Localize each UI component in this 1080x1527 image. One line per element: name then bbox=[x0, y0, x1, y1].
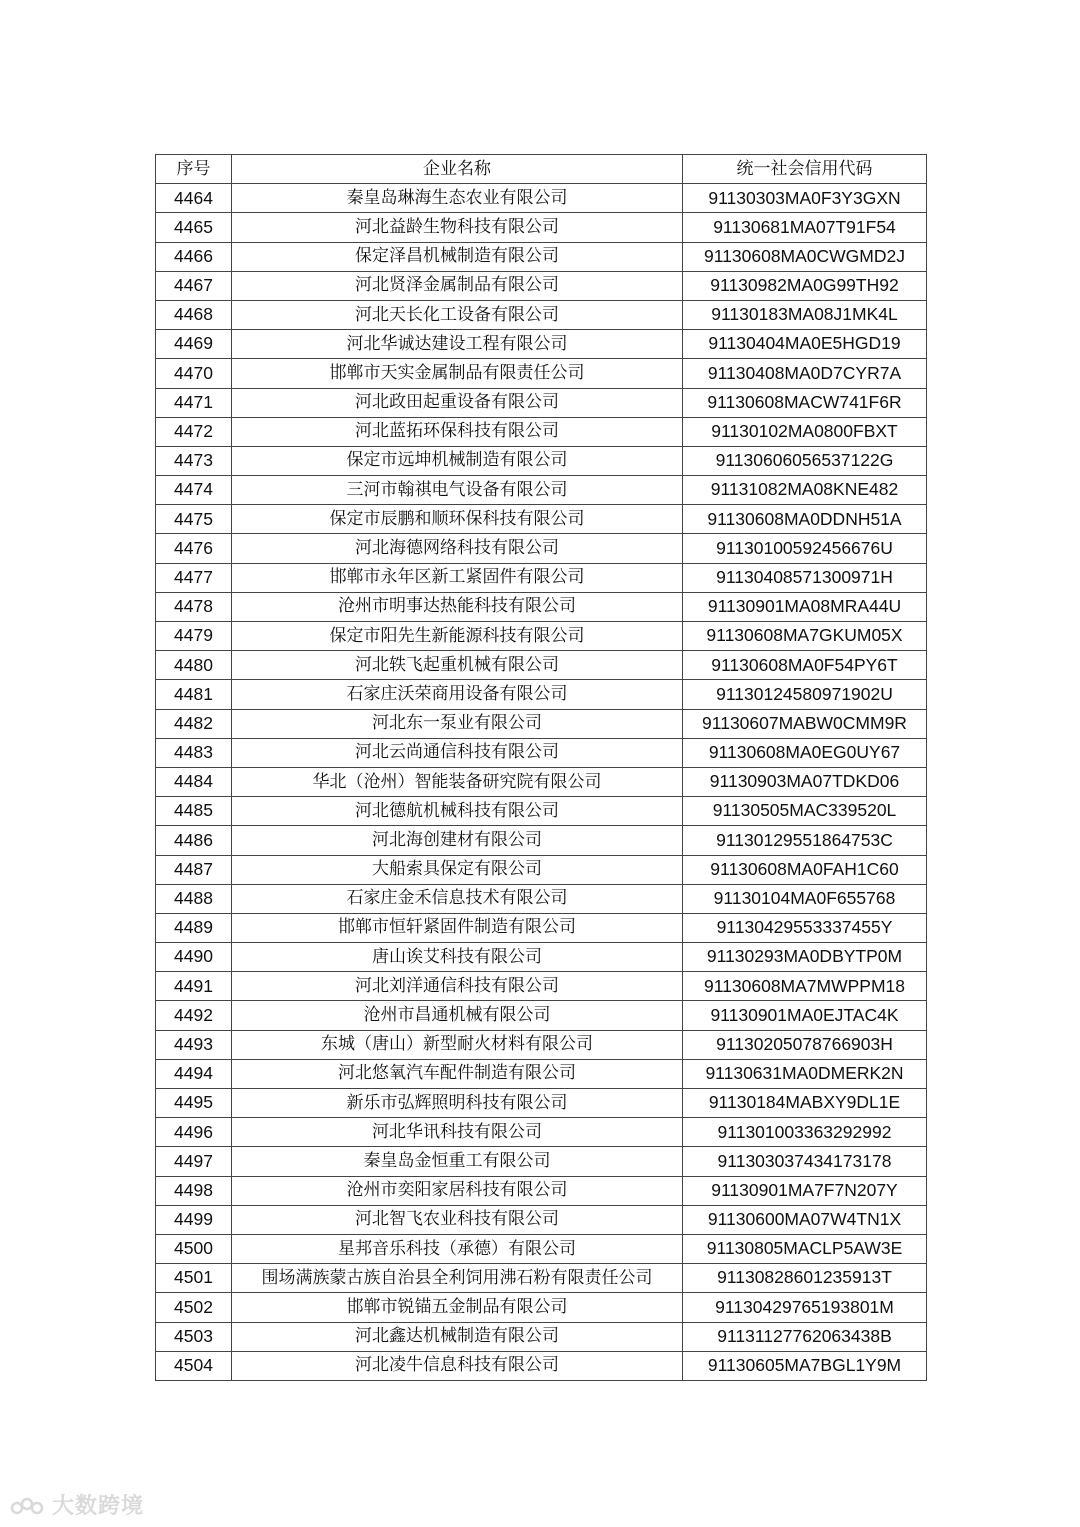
table-row bbox=[156, 826, 927, 855]
row-credit-code-cell: 91130184MABXY9DL1E bbox=[683, 1089, 927, 1118]
table-row bbox=[156, 1059, 927, 1088]
row-credit-code-cell: 91130505MAC339520L bbox=[683, 797, 927, 826]
table-row bbox=[156, 622, 927, 651]
table-row bbox=[156, 388, 927, 417]
row-credit-code-cell: 91131082MA08KNE482 bbox=[683, 476, 927, 505]
table-row bbox=[156, 1322, 927, 1351]
row-company-name-cell: 河北智飞农业科技有限公司 bbox=[232, 1205, 683, 1234]
watermark bbox=[10, 1489, 144, 1520]
table-row bbox=[156, 1234, 927, 1263]
header-seq: 序号 bbox=[156, 155, 232, 184]
row-seq-cell: 4468 bbox=[156, 300, 232, 329]
row-company-name-cell: 河北蓝拓环保科技有限公司 bbox=[232, 417, 683, 446]
row-seq-cell: 4478 bbox=[156, 592, 232, 621]
row-company-name-cell: 河北海创建材有限公司 bbox=[232, 826, 683, 855]
row-company-name-cell: 河北凌牛信息科技有限公司 bbox=[232, 1351, 683, 1380]
table-row bbox=[156, 534, 927, 563]
table-row bbox=[156, 1089, 927, 1118]
row-company-name-cell: 河北德航机械科技有限公司 bbox=[232, 797, 683, 826]
table-row bbox=[156, 1264, 927, 1293]
row-seq-cell: 4502 bbox=[156, 1293, 232, 1322]
row-credit-code-cell: 91130608MA0F54PY6T bbox=[683, 651, 927, 680]
table-row bbox=[156, 1147, 927, 1176]
row-company-name-cell: 石家庄沃荣商用设备有限公司 bbox=[232, 680, 683, 709]
row-credit-code-cell: 91130129551864753C bbox=[683, 826, 927, 855]
row-credit-code-cell: 91130631MA0DMERK2N bbox=[683, 1059, 927, 1088]
table-row bbox=[156, 300, 927, 329]
row-seq-cell: 4498 bbox=[156, 1176, 232, 1205]
row-seq-cell: 4471 bbox=[156, 388, 232, 417]
row-credit-code-cell: 91130293MA0DBYTP0M bbox=[683, 943, 927, 972]
row-seq-cell: 4485 bbox=[156, 797, 232, 826]
row-credit-code-cell: 91130124580971902U bbox=[683, 680, 927, 709]
row-credit-code-cell: 91130681MA07T91F54 bbox=[683, 213, 927, 242]
table-row bbox=[156, 563, 927, 592]
row-seq-cell: 4495 bbox=[156, 1089, 232, 1118]
table-row bbox=[156, 446, 927, 475]
table-row bbox=[156, 797, 927, 826]
table-row bbox=[156, 913, 927, 942]
row-company-name-cell: 围场满族蒙古族自治县全利饲用沸石粉有限责任公司 bbox=[232, 1264, 683, 1293]
row-seq-cell: 4492 bbox=[156, 1001, 232, 1030]
row-company-name-cell: 三河市翰祺电气设备有限公司 bbox=[232, 476, 683, 505]
watermark-text: 大数跨境 bbox=[52, 1494, 145, 1519]
row-credit-code-cell: 91130183MA08J1MK4L bbox=[683, 300, 927, 329]
row-seq-cell: 4476 bbox=[156, 534, 232, 563]
row-credit-code-cell: 91130102MA0800FBXT bbox=[683, 417, 927, 446]
row-company-name-cell: 河北东一泵业有限公司 bbox=[232, 709, 683, 738]
row-credit-code-cell: 91130608MA7MWPPM18 bbox=[683, 972, 927, 1001]
table-row bbox=[156, 592, 927, 621]
row-company-name-cell: 石家庄金禾信息技术有限公司 bbox=[232, 884, 683, 913]
row-credit-code-cell: 91130205078766903H bbox=[683, 1030, 927, 1059]
table-row bbox=[156, 943, 927, 972]
row-seq-cell: 4486 bbox=[156, 826, 232, 855]
row-company-name-cell: 星邦音乐科技（承德）有限公司 bbox=[232, 1234, 683, 1263]
row-credit-code-cell: 91130605MA7BGL1Y9M bbox=[683, 1351, 927, 1380]
row-seq-cell: 4488 bbox=[156, 884, 232, 913]
row-credit-code-cell: 91130606056537122G bbox=[683, 446, 927, 475]
table-row bbox=[156, 1176, 927, 1205]
table-row bbox=[156, 972, 927, 1001]
table-row bbox=[156, 359, 927, 388]
header-row bbox=[156, 155, 927, 184]
row-company-name-cell: 邯郸市锐锚五金制品有限公司 bbox=[232, 1293, 683, 1322]
table-row bbox=[156, 1351, 927, 1380]
row-credit-code-cell: 91130901MA0EJTAC4K bbox=[683, 1001, 927, 1030]
row-seq-cell: 4482 bbox=[156, 709, 232, 738]
row-company-name-cell: 沧州市奕阳家居科技有限公司 bbox=[232, 1176, 683, 1205]
table-row bbox=[156, 242, 927, 271]
row-company-name-cell: 保定市远坤机械制造有限公司 bbox=[232, 446, 683, 475]
row-company-name-cell: 邯郸市永年区新工紧固件有限公司 bbox=[232, 563, 683, 592]
company-table bbox=[155, 154, 927, 1381]
row-credit-code-cell: 91130104MA0F655768 bbox=[683, 884, 927, 913]
row-credit-code-cell: 911301003363292992 bbox=[683, 1118, 927, 1147]
row-credit-code-cell: 91130608MA0DDNH51A bbox=[683, 505, 927, 534]
row-credit-code-cell: 91130608MACW741F6R bbox=[683, 388, 927, 417]
row-company-name-cell: 河北鑫达机械制造有限公司 bbox=[232, 1322, 683, 1351]
row-company-name-cell: 河北政田起重设备有限公司 bbox=[232, 388, 683, 417]
row-seq-cell: 4504 bbox=[156, 1351, 232, 1380]
row-credit-code-cell: 91130901MA7F7N207Y bbox=[683, 1176, 927, 1205]
row-credit-code-cell: 91130608MA0CWGMD2J bbox=[683, 242, 927, 271]
row-company-name-cell: 新乐市弘辉照明科技有限公司 bbox=[232, 1089, 683, 1118]
row-credit-code-cell: 91130608MA7GKUM05X bbox=[683, 622, 927, 651]
row-company-name-cell: 保定市辰鹏和顺环保科技有限公司 bbox=[232, 505, 683, 534]
table-row bbox=[156, 767, 927, 796]
row-credit-code-cell: 91130303MA0F3Y3GXN bbox=[683, 184, 927, 213]
row-seq-cell: 4480 bbox=[156, 651, 232, 680]
table-row bbox=[156, 213, 927, 242]
row-company-name-cell: 河北益龄生物科技有限公司 bbox=[232, 213, 683, 242]
row-credit-code-cell: 91130805MACLP5AW3E bbox=[683, 1234, 927, 1263]
row-seq-cell: 4467 bbox=[156, 271, 232, 300]
row-company-name-cell: 河北华诚达建设工程有限公司 bbox=[232, 330, 683, 359]
row-company-name-cell: 河北贤泽金属制品有限公司 bbox=[232, 271, 683, 300]
row-seq-cell: 4491 bbox=[156, 972, 232, 1001]
row-seq-cell: 4466 bbox=[156, 242, 232, 271]
row-seq-cell: 4469 bbox=[156, 330, 232, 359]
table-row bbox=[156, 680, 927, 709]
row-credit-code-cell: 91130429765193801M bbox=[683, 1293, 927, 1322]
row-seq-cell: 4503 bbox=[156, 1322, 232, 1351]
row-seq-cell: 4484 bbox=[156, 767, 232, 796]
row-seq-cell: 4472 bbox=[156, 417, 232, 446]
row-credit-code-cell: 91130608MA0EG0UY67 bbox=[683, 738, 927, 767]
row-seq-cell: 4483 bbox=[156, 738, 232, 767]
row-credit-code-cell: 91131127762063438B bbox=[683, 1322, 927, 1351]
row-credit-code-cell: 91130408571300971H bbox=[683, 563, 927, 592]
row-company-name-cell: 保定泽昌机械制造有限公司 bbox=[232, 242, 683, 271]
row-seq-cell: 4464 bbox=[156, 184, 232, 213]
table-row bbox=[156, 271, 927, 300]
table-row bbox=[156, 709, 927, 738]
row-company-name-cell: 华北（沧州）智能装备研究院有限公司 bbox=[232, 767, 683, 796]
table-row bbox=[156, 855, 927, 884]
table-row bbox=[156, 184, 927, 213]
row-credit-code-cell: 91130608MA0FAH1C60 bbox=[683, 855, 927, 884]
row-company-name-cell: 河北刘洋通信科技有限公司 bbox=[232, 972, 683, 1001]
table-header bbox=[156, 155, 927, 184]
row-company-name-cell: 大船索具保定有限公司 bbox=[232, 855, 683, 884]
row-company-name-cell: 邯郸市天实金属制品有限责任公司 bbox=[232, 359, 683, 388]
table-row bbox=[156, 505, 927, 534]
row-company-name-cell: 保定市阳先生新能源科技有限公司 bbox=[232, 622, 683, 651]
row-company-name-cell: 东城（唐山）新型耐火材料有限公司 bbox=[232, 1030, 683, 1059]
table-row bbox=[156, 1205, 927, 1234]
row-company-name-cell: 沧州市明事达热能科技有限公司 bbox=[232, 592, 683, 621]
row-seq-cell: 4477 bbox=[156, 563, 232, 592]
row-seq-cell: 4479 bbox=[156, 622, 232, 651]
table-row bbox=[156, 651, 927, 680]
header-company-name: 企业名称 bbox=[232, 155, 683, 184]
row-seq-cell: 4474 bbox=[156, 476, 232, 505]
row-credit-code-cell: 91130828601235913T bbox=[683, 1264, 927, 1293]
table-row bbox=[156, 884, 927, 913]
row-credit-code-cell: 91130982MA0G99TH92 bbox=[683, 271, 927, 300]
table-row bbox=[156, 1293, 927, 1322]
row-company-name-cell: 河北华讯科技有限公司 bbox=[232, 1118, 683, 1147]
table-row bbox=[156, 738, 927, 767]
row-credit-code-cell: 91130100592456676U bbox=[683, 534, 927, 563]
row-company-name-cell: 秦皇岛金恒重工有限公司 bbox=[232, 1147, 683, 1176]
row-seq-cell: 4490 bbox=[156, 943, 232, 972]
table-row bbox=[156, 330, 927, 359]
row-seq-cell: 4500 bbox=[156, 1234, 232, 1263]
row-credit-code-cell: 91130404MA0E5HGD19 bbox=[683, 330, 927, 359]
row-credit-code-cell: 91130429553337455Y bbox=[683, 913, 927, 942]
row-seq-cell: 4493 bbox=[156, 1030, 232, 1059]
row-company-name-cell: 唐山诶艾科技有限公司 bbox=[232, 943, 683, 972]
header-credit-code: 统一社会信用代码 bbox=[683, 155, 927, 184]
row-seq-cell: 4473 bbox=[156, 446, 232, 475]
row-seq-cell: 4501 bbox=[156, 1264, 232, 1293]
table-row bbox=[156, 1030, 927, 1059]
row-seq-cell: 4499 bbox=[156, 1205, 232, 1234]
table-row bbox=[156, 476, 927, 505]
row-seq-cell: 4494 bbox=[156, 1059, 232, 1088]
row-seq-cell: 4465 bbox=[156, 213, 232, 242]
row-company-name-cell: 沧州市昌通机械有限公司 bbox=[232, 1001, 683, 1030]
row-credit-code-cell: 91130408MA0D7CYR7A bbox=[683, 359, 927, 388]
table-row bbox=[156, 417, 927, 446]
logo-mark-icon bbox=[10, 1492, 46, 1518]
row-company-name-cell: 秦皇岛琳海生态农业有限公司 bbox=[232, 184, 683, 213]
row-company-name-cell: 邯郸市恒轩紧固件制造有限公司 bbox=[232, 913, 683, 942]
row-seq-cell: 4497 bbox=[156, 1147, 232, 1176]
row-seq-cell: 4481 bbox=[156, 680, 232, 709]
row-company-name-cell: 河北轶飞起重机械有限公司 bbox=[232, 651, 683, 680]
row-seq-cell: 4489 bbox=[156, 913, 232, 942]
row-credit-code-cell: 91130600MA07W4TN1X bbox=[683, 1205, 927, 1234]
row-seq-cell: 4487 bbox=[156, 855, 232, 884]
row-company-name-cell: 河北悠氧汽车配件制造有限公司 bbox=[232, 1059, 683, 1088]
row-seq-cell: 4475 bbox=[156, 505, 232, 534]
row-company-name-cell: 河北天长化工设备有限公司 bbox=[232, 300, 683, 329]
table-row bbox=[156, 1001, 927, 1030]
row-credit-code-cell: 91130607MABW0CMM9R bbox=[683, 709, 927, 738]
table-body bbox=[156, 184, 927, 1381]
row-seq-cell: 4470 bbox=[156, 359, 232, 388]
row-company-name-cell: 河北云尚通信科技有限公司 bbox=[232, 738, 683, 767]
row-credit-code-cell: 911303037434173178 bbox=[683, 1147, 927, 1176]
row-credit-code-cell: 91130903MA07TDKD06 bbox=[683, 767, 927, 796]
row-seq-cell: 4496 bbox=[156, 1118, 232, 1147]
table-row bbox=[156, 1118, 927, 1147]
row-company-name-cell: 河北海德网络科技有限公司 bbox=[232, 534, 683, 563]
row-credit-code-cell: 91130901MA08MRA44U bbox=[683, 592, 927, 621]
